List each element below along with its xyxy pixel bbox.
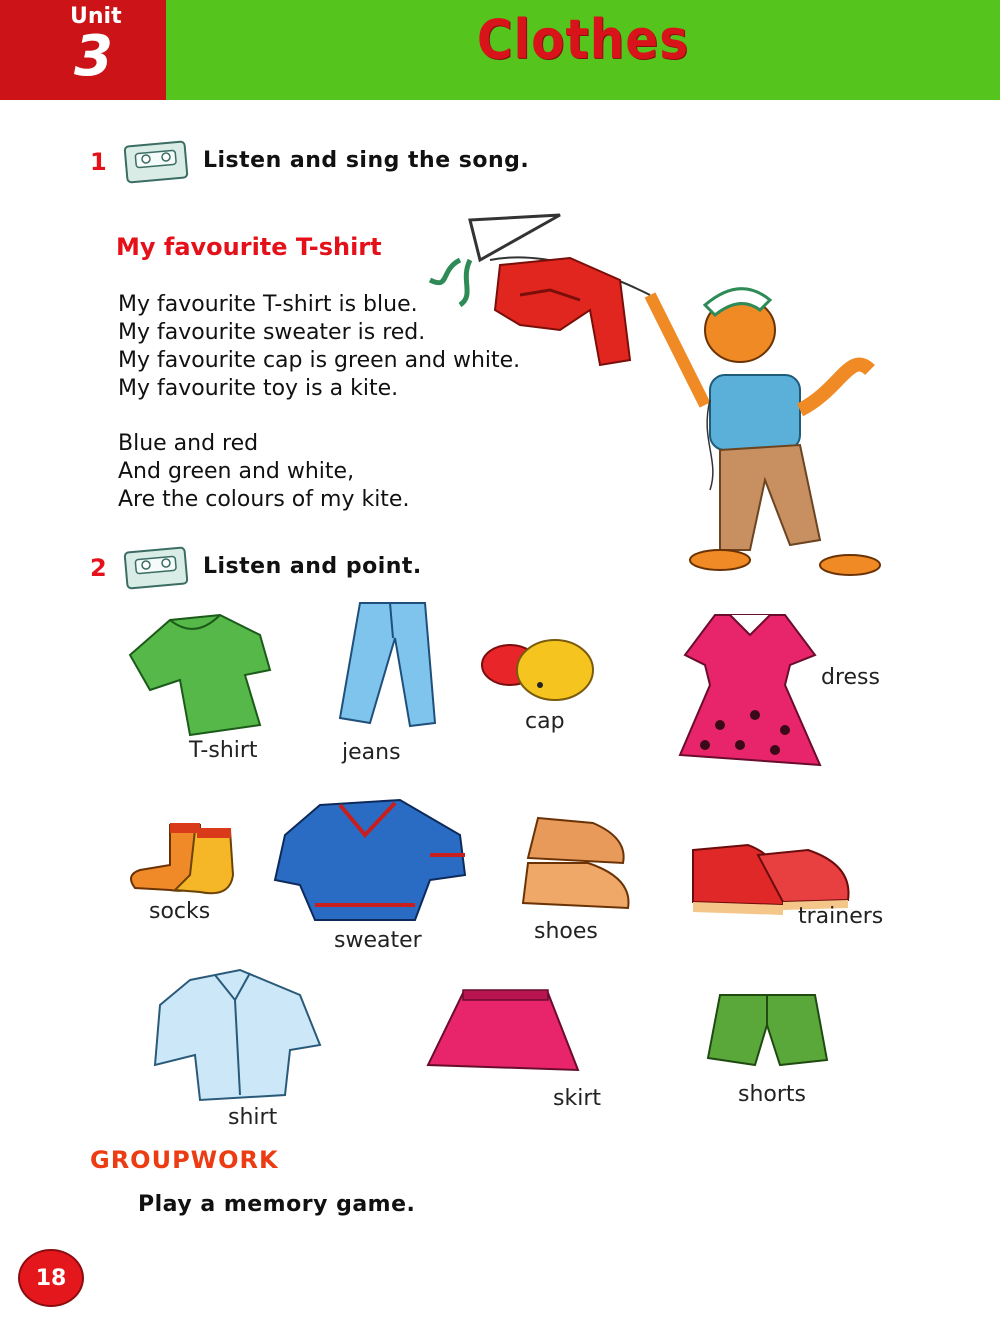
title-bar [166,0,1000,100]
lyric-line: Blue and red [118,431,259,456]
label-dress: dress [821,665,880,690]
label-jeans: jeans [342,740,401,765]
sweater-picture [270,795,470,930]
label-socks: socks [149,899,211,924]
verse-2 [118,430,409,514]
lyric-line: Are the colours of my kite. [118,487,410,512]
label-skirt: skirt [553,1086,601,1111]
jeans-picture [335,598,440,733]
groupwork-instruction: Play a memory game. [138,1192,416,1217]
dress-picture [675,605,825,780]
lyric-line: My favourite T-shirt is blue. [118,292,418,317]
song-title: My favourite T-shirt [116,233,382,261]
label-cap: cap [525,709,565,734]
label-sweater: sweater [334,928,422,953]
section-1-instruction: Listen and sing the song. [203,148,530,173]
label-shirt: shirt [228,1105,278,1130]
lyric-line: My favourite toy is a kite. [118,376,399,401]
cap-picture [480,635,595,705]
groupwork-heading: GROUPWORK [90,1146,279,1174]
label-t-shirt: T-shirt [189,738,258,763]
shorts-picture [705,990,830,1070]
section-1-number: 1 [90,148,107,176]
lyric-line: My favourite sweater is red. [118,320,426,345]
t-shirt-picture [120,610,275,740]
cassette-tape-icon [124,546,190,590]
skirt-picture [423,985,583,1080]
lyric-line: My favourite cap is green and white. [118,348,521,373]
unit-word: Unit [70,4,122,29]
unit-number: 3 [74,24,113,89]
page-number: 18 [18,1249,84,1307]
section-2-instruction: Listen and point. [203,554,422,579]
page-title: Clothes [476,8,690,71]
lyric-line: And green and white, [118,459,355,484]
section-2-number: 2 [90,554,107,582]
cassette-tape-icon [124,140,190,184]
shoes-picture [518,808,633,918]
shirt-picture [150,965,325,1105]
label-shoes: shoes [534,919,598,944]
label-trainers: trainers [798,904,884,929]
label-shorts: shorts [738,1082,806,1107]
tiger-kite-illustration [420,200,900,590]
socks-picture [125,820,240,900]
